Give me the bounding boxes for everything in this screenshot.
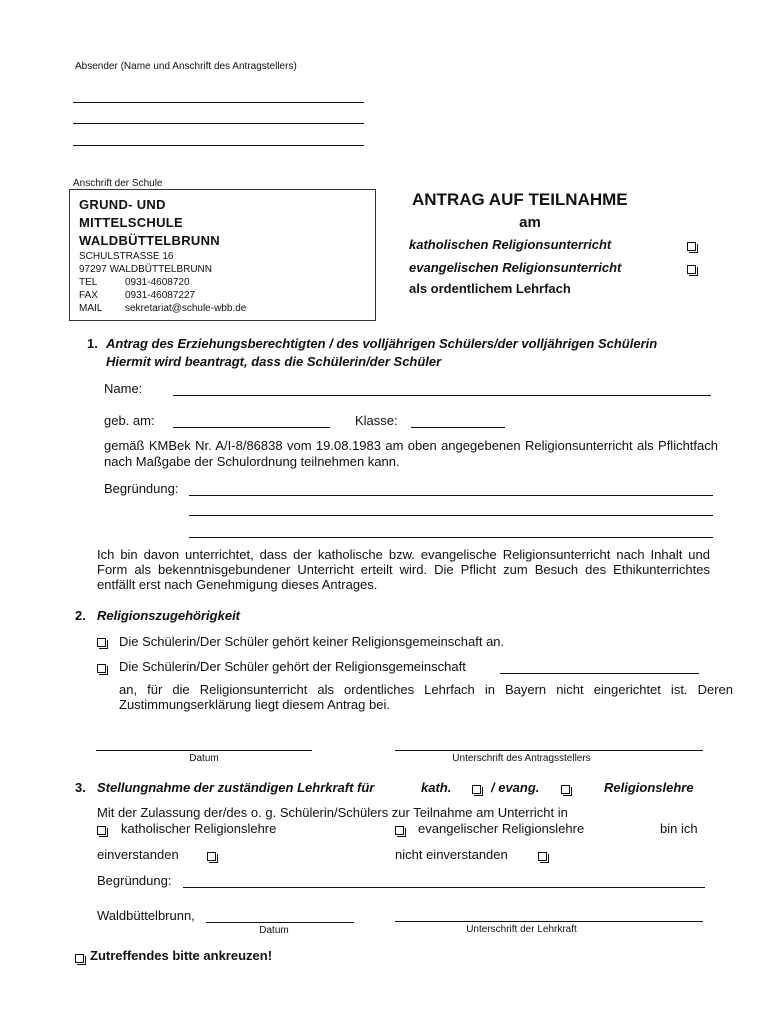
section1-body: gemäß KMBek Nr. A/I-8/86838 vom 19.08.1983 am oben angegebenen Religionsunterricht als Pflichtfach nach Maßgabe der Schulordnung teilnehmen kann. — [104, 438, 718, 469]
title-line1: ANTRAG AUF TEILNAHME — [412, 190, 628, 209]
reason-label: Begründung: — [104, 481, 179, 496]
title-option-catholic: katholischen Religionsunterricht — [409, 237, 612, 252]
section3-religionslehre: Religionslehre — [604, 780, 694, 795]
school-name-line3: WALDBÜTTELBRUNN — [79, 233, 220, 248]
section3-reason-label: Begründung: — [97, 873, 172, 888]
section2-date-field[interactable] — [96, 750, 312, 751]
footer-note: Zutreffendes bitte ankreuzen! — [90, 948, 273, 963]
section3-option-protestant: evangelischer Religionslehre — [418, 821, 585, 836]
checkbox-title-protestant[interactable] — [687, 261, 696, 279]
reason-line-1[interactable] — [189, 495, 713, 496]
religion-community-field[interactable] — [500, 673, 699, 674]
school-city: 97297 WALDBÜTTELBRUNN — [79, 264, 213, 275]
section2-number: 2. — [75, 608, 86, 623]
school-tel: 0931-4608720 — [125, 277, 190, 288]
birth-date-field[interactable] — [173, 427, 330, 428]
school-address-box — [69, 189, 376, 321]
section2-signature-field[interactable] — [395, 750, 703, 751]
section3-evang: / evang. — [491, 780, 540, 795]
section2-option1: Die Schülerin/Der Schüler gehört keiner Religionsgemeinschaft an. — [119, 634, 505, 649]
section3-bin-ich: bin ich — [660, 821, 698, 836]
sender-line-2[interactable] — [73, 123, 364, 124]
section3-place: Waldbüttelbrunn, — [97, 908, 195, 923]
section2-option2-cont: an, für die Religionsunterricht als ordentliches Lehrfach in Bayern nicht eingerichtet ist. Deren Zustimmungserklärung liegt diesem Antrag bei. — [119, 682, 733, 712]
section3-heading: Stellungnahme der zuständigen Lehrkraft für — [97, 780, 375, 795]
section1-notice: Ich bin davon unterrichtet, dass der katholische bzw. evangelische Religionsunterricht nach Inhalt und Form als bekenntnisgebundener Unterricht erteilt wird. Die Pflicht zum Besuch des Ethikunterrichtes entfällt erst nach Genehmigung dieses Antrages. — [97, 547, 710, 592]
tel-label: TEL — [79, 277, 98, 288]
section1-number: 1. — [87, 336, 98, 351]
checkbox-religion-community[interactable] — [97, 660, 106, 678]
section3-number: 3. — [75, 780, 86, 795]
section3-kath: kath. — [421, 780, 452, 795]
section1-subheading: Hiermit wird beantragt, dass die Schülerin/der Schüler — [106, 354, 442, 369]
title-line2: am — [519, 214, 541, 231]
checkbox-disagree[interactable] — [538, 848, 547, 866]
section1-heading: Antrag des Erziehungsberechtigten / des volljährigen Schülers/der volljährigen Schülerin — [106, 336, 658, 351]
checkbox-agree[interactable] — [207, 848, 216, 866]
class-field[interactable] — [411, 427, 505, 428]
checkbox-protestant-teaching[interactable] — [395, 822, 404, 840]
reason-line-3[interactable] — [189, 537, 713, 538]
footer-checkbox-icon — [75, 950, 84, 968]
title-line-end: als ordentlichem Lehrfach — [409, 281, 571, 296]
section2-date-label: Datum — [189, 753, 219, 764]
school-fax: 0931-46087227 — [125, 290, 196, 301]
section2-heading: Religionszugehörigkeit — [97, 608, 241, 623]
section3-date-field[interactable] — [206, 922, 354, 923]
sender-line-1[interactable] — [73, 102, 364, 103]
title-option-protestant: evangelischen Religionsunterricht — [409, 260, 622, 275]
school-mail: sekretariat@schule-wbb.de — [125, 303, 247, 314]
reason-line-2[interactable] — [189, 515, 713, 516]
section3-disagree: nicht einverstanden — [395, 847, 508, 862]
class-label: Klasse: — [355, 413, 398, 428]
section3-option-catholic: katholischer Religionslehre — [121, 821, 277, 836]
section3-signature-label: Unterschrift der Lehrkraft — [466, 924, 577, 935]
section2-option2: Die Schülerin/Der Schüler gehört der Religionsgemeinschaft — [119, 659, 466, 674]
school-name-line1: GRUND- UND — [79, 197, 166, 212]
mail-label: MAIL — [79, 303, 103, 314]
sender-line-3[interactable] — [73, 145, 364, 146]
name-label: Name: — [104, 381, 143, 396]
checkbox-kath[interactable] — [472, 781, 481, 799]
birth-label: geb. am: — [104, 413, 155, 428]
checkbox-catholic-teaching[interactable] — [97, 822, 106, 840]
section3-agree: einverstanden — [97, 847, 179, 862]
checkbox-title-catholic[interactable] — [687, 238, 696, 256]
school-street: SCHULSTRASSE 16 — [79, 251, 174, 262]
school-name-line2: MITTELSCHULE — [79, 215, 183, 230]
section3-date-label: Datum — [259, 925, 289, 936]
checkbox-evang[interactable] — [561, 781, 570, 799]
name-field[interactable] — [173, 395, 711, 396]
section3-reason-field[interactable] — [183, 887, 705, 888]
section3-intro: Mit der Zulassung der/des o. g. Schülerin/Schülers zur Teilnahme am Unterricht in — [97, 805, 568, 820]
section3-signature-field[interactable] — [395, 921, 703, 922]
fax-label: FAX — [79, 290, 98, 301]
section2-signature-label: Unterschrift des Antragsstellers — [452, 753, 591, 764]
sender-label: Absender (Name und Anschrift des Antragstellers) — [75, 61, 297, 72]
school-label: Anschrift der Schule — [73, 178, 163, 189]
checkbox-no-religion[interactable] — [97, 634, 106, 652]
